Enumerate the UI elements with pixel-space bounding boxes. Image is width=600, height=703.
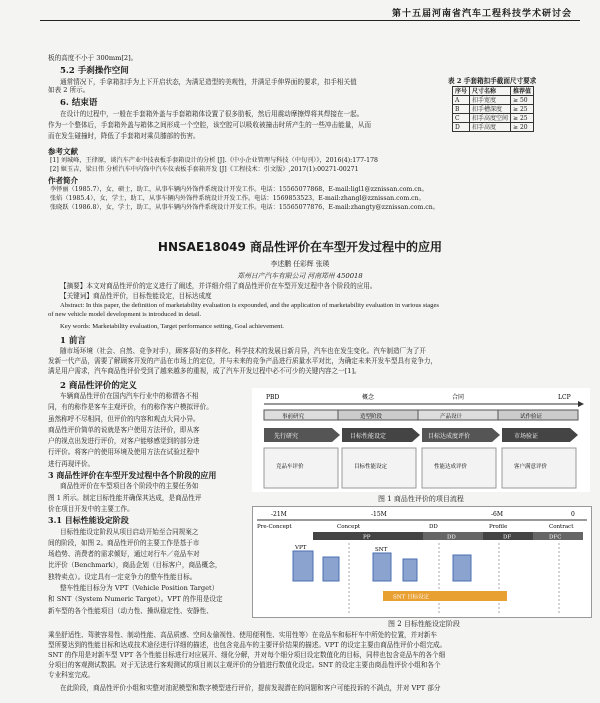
table-row xyxy=(453,114,534,123)
article-authors: 李述鹏 任彩辉 张瑛 xyxy=(270,260,330,268)
references-heading: 参考文献 xyxy=(48,147,78,156)
phase-label: 试作验证 xyxy=(520,414,543,420)
author-bio: 李怿丽（1985.7），女，硕士，助工，从事车辆内外饰件系统设计开发工作。电话：15565077868，E-mail:ligl1@zznissan.com.cn。 xyxy=(50,186,428,193)
table-header-cell: 序号 xyxy=(453,87,470,96)
table-row xyxy=(453,105,534,114)
prev-paragraph: 在设计的过程中，一般在手套箱外盖与手套箱箱体设置了很多肋板，然后用震动摩擦焊将其焊接在一起。 xyxy=(60,110,364,118)
snt-target-label: SNT 目标设定 xyxy=(393,594,429,601)
prev-paragraph: 如表 2 所示。 xyxy=(48,86,90,94)
process-label: 目标性能设定 xyxy=(350,433,387,440)
left-column-text xyxy=(48,391,248,617)
keywords-en: Key words: Marketability evaluation, Target performance setting, Goal achievement. xyxy=(60,323,284,330)
gate-label: Pre-Concept xyxy=(257,524,292,530)
abstract-cn: 【摘要】本文对商品性评价的定义进行了阐述，并详细介绍了商品性评价在车型开发过程中各个阶段的应用。 xyxy=(60,282,377,290)
axis-tick: -15M xyxy=(371,511,387,518)
section-heading: 1 前言 xyxy=(60,336,86,346)
stage-label: DFC xyxy=(549,534,562,541)
section-heading: 3.1 目标性能设定阶段 xyxy=(48,515,129,526)
paragraph-line: 随市场环境（社会、自然、竞争对手），顾客喜好的多样化、科学技术的发展日新月异，汽车也在发生变化。汽车制造厂为了开 xyxy=(60,347,426,355)
figure-2-diagram xyxy=(253,507,591,617)
milestone-label: 合同 xyxy=(452,394,465,401)
prev-paragraph: 作为一个整体后，手套箱外盖与箱体之间形成一个空腔，该空腔可以吸收被撞击时所产生的一些冲击能量，从而 xyxy=(48,121,372,129)
reference-item: [2] 姬玉吉，梁日伟 分析汽车中内饰中汽车仪表板手套箱开发 [J]《工程技术：引文版》,2017(1):00271-00271 xyxy=(50,166,359,173)
table-cell: 扣手高度空间 xyxy=(470,114,511,123)
size-table xyxy=(452,86,534,132)
table-header-row xyxy=(453,87,534,96)
gate-label: DD xyxy=(429,524,438,530)
header-rule xyxy=(40,20,580,21)
phase-label: 产品设计 xyxy=(440,414,463,420)
table-row xyxy=(453,123,534,132)
paragraph-line: 户的视点出发进行评价，对客户能够感觉到的部分进 xyxy=(48,437,200,446)
paragraph-line: 满足用户需求，汽车商品性评价受到了越来越多的重视，成了汽车开发过程中必不可少的关键内容之一[1]。 xyxy=(48,367,361,375)
author-bio: 张焰（1985.4），女，学士，助工，从事车辆内外饰件系统设计开发工作。电话：1569853523，E-mail:zhangl@zznissan.com.cn。 xyxy=(50,195,425,202)
section-heading: 5.2 手刹操作空间 xyxy=(60,66,129,76)
activity-bar xyxy=(293,551,313,581)
gate-label: Concept xyxy=(337,524,361,530)
phase-label: 事前研究 xyxy=(282,414,305,420)
table-cell: 扣手高度 xyxy=(470,123,511,132)
activity-bar xyxy=(403,559,417,581)
paragraph-line: 行评价。将客户的使用环境及使用方法在试验过程中 xyxy=(48,448,200,457)
stage-label: DF xyxy=(503,534,512,541)
section-heading: 2 商品性评价的定义 xyxy=(60,381,137,391)
paragraph-line: 价在项目开发中的主要工作。 xyxy=(48,504,134,513)
paragraph-line: 商品性评价在车型项目各个阶段中的主要任务如 xyxy=(60,482,199,491)
figure-1-caption: 图 1 商品性评价的项目流程 xyxy=(378,495,464,503)
process-label: 市场验证 xyxy=(514,433,539,440)
note-label: 性能达成评价 xyxy=(434,464,468,470)
table-cell: B xyxy=(453,105,470,114)
stage-label: DD xyxy=(447,534,456,541)
paragraph-line: 发新一代产品，需要了解顾客开发的产品在市场上的定位，并与未来的竞争产品进行质量水平对比，为确定未来开发车型具有竞争力， xyxy=(48,357,438,365)
note-label: 目标性能设定 xyxy=(354,464,388,470)
table-cell: ≥ 25 xyxy=(511,114,534,123)
process-label: 先行研究 xyxy=(274,433,299,440)
figure-2-caption: 图 2 目标性能设定阶段 xyxy=(388,620,460,628)
paragraph-line: SNT 的作用是对新车型 VPT 各个性能目标进行对应展开、细化分解，并对每个细分项目设定数值化的目标，同样也包含竞品车的各个细 xyxy=(48,651,446,659)
paragraph-line: 和 SNT（System Numeric Target）。VPT 的作用是设定 xyxy=(48,595,223,604)
prev-paragraph: 而在发生碰撞时，降低了手套箱对乘员膝部的伤害。 xyxy=(48,132,200,140)
stage-label: PP xyxy=(363,534,371,541)
table-row xyxy=(453,96,534,105)
table-cell: ≥ 25 xyxy=(511,105,534,114)
paragraph-line: 目标性能设定阶段从项目启动开始至合同规案之 xyxy=(60,527,199,536)
paragraph-line: 独特卖点）。设定具有一定竞争力的整车性能目标。 xyxy=(48,572,197,581)
table-cell: ≥ 50 xyxy=(511,96,534,105)
phase-label: 造型阶段 xyxy=(360,414,383,420)
authors-heading: 作者简介 xyxy=(48,176,78,185)
axis-tick: 0 xyxy=(571,511,575,518)
paragraph-line: 在此阶段，商品性评价小组和实整对油泥模型和数字模型进行评价，提前发现潜在的问题和客户可能投诉的不满点，并对 VPT 部分 xyxy=(60,684,441,692)
section-heading: 6. 结束语 xyxy=(60,98,98,108)
note-label: 客户满意评价 xyxy=(514,464,548,470)
prev-text-line: 板的高度不小于 300mm[2]。 xyxy=(48,54,138,62)
prev-paragraph: 通常情况下，手拿箱扣手为上下开启状态，为满足造型的美观性，并满足手伸界面的要求，扣手相关值 xyxy=(60,78,357,86)
table-header-cell: 推荐值 xyxy=(511,87,534,96)
running-header: 第十五届河南省汽车工程科技学术研讨会 xyxy=(391,9,572,19)
table-header-cell: 尺寸名称 xyxy=(470,87,511,96)
paragraph-line: 图 1 所示。制定目标性能并确保其达成，是商品性评 xyxy=(48,493,202,502)
snt-label: SNT xyxy=(375,547,388,553)
paragraph-line: 新车型的各个性能项目（动力性、操纵稳定性、安静性、 xyxy=(48,606,213,615)
section-heading: 3 商品性评价在车型开发过程中各个阶段的应用 xyxy=(48,470,217,481)
article-title: HNSAE18049 商品性评价在车型开发过程中的应用 xyxy=(157,240,443,254)
figure-1-diagram xyxy=(252,388,590,492)
reference-item: [1] 刘城峰，王律原，谈汽车产业中技表板手套箱设计的分析 [J].《中小企业管理与科技（中旬刊）》，2016(4):177-178 xyxy=(50,157,378,164)
paragraph-line: 车辆商品性评价在国内汽车行业中的称谓各不相 xyxy=(60,392,199,400)
milestone-label: LCP xyxy=(558,394,571,401)
axis-tick: -21M xyxy=(271,511,287,518)
figure-2 xyxy=(252,506,592,618)
milestone-label: PBD xyxy=(266,394,280,401)
paragraph-line: 同，有的称作是客车主观评价，有的称作客户模拟评价。 xyxy=(48,403,213,412)
vpt-label: VPT xyxy=(295,545,307,551)
figure-1 xyxy=(252,388,590,492)
table-cell: ≥ 20 xyxy=(511,123,534,132)
gate-label: Contract xyxy=(549,524,574,530)
gate-label: Profile xyxy=(489,524,508,530)
paragraph-line: 场趋势、消费者的需求倾好，通过对行车／竞品车对 xyxy=(48,550,200,559)
table-cell: D xyxy=(453,123,470,132)
paragraph-line: 型所要达到的性能目标和达成技术途径进行详细的描述，也包含竞品车的主要评价结果的描述。VPT 的设定主要由商品性评价小组完成。 xyxy=(48,641,447,649)
keywords-cn: 【关键词】商品性评价，目标性能设定，目标达成度 xyxy=(60,292,212,300)
table-cell: A xyxy=(453,96,470,105)
paragraph-line: 商品性评价简单的说就是客户使用方法评价，即从客 xyxy=(48,425,200,434)
paragraph-line: 虽然称呼不尽相同，但评价的内容和观点大同小异。 xyxy=(48,414,200,423)
table-caption: 表 2 手套箱扣手截面尺寸要求 xyxy=(448,77,537,85)
paragraph-line: 比评价（Benchmark），商品企划（目标客户，商品概念， xyxy=(48,561,222,570)
process-label: 目标达成度评价 xyxy=(428,433,471,440)
abstract-en: Abstract: In this paper, the definition of marketability evaluation is expounded, and the application of marketability evaluation in various stages xyxy=(60,302,439,309)
activity-bar xyxy=(453,555,471,581)
paragraph-line: 整车性能目标分为 VPT（Vehicle Position Target） xyxy=(60,584,219,593)
article-affiliation: 郑州日产汽车有限公司 河南郑州 450018 xyxy=(237,272,363,280)
paragraph-line: 乘坐舒适性、驾驶容易性、制动性能、高品质感、空间＆偷视性、使用便利性、实用性等）在竞品车和标杆车中所处的位置，并对新车 xyxy=(48,631,438,639)
table-cell: 扣手槽深度 xyxy=(470,105,511,114)
table-cell: 扣手宽度 xyxy=(470,96,511,105)
paragraph-line: 分项目的客观测试数据。对于无法进行客观测试的项目则以主观评价的分值进行数值化设定。SNT 的设定主要由商品性评价小组和各个 xyxy=(48,661,441,669)
paragraph-line: 专业科室完成。 xyxy=(48,671,95,679)
note-label: 竞品车评价 xyxy=(276,464,304,470)
timeline-arrow-icon xyxy=(578,401,584,407)
activity-bar xyxy=(323,557,339,581)
paragraph-line: 进行再现评价。 xyxy=(48,459,95,468)
paragraph-line: 间的阶段，如图 2。商品性评价的主要工作是基于市 xyxy=(48,538,200,547)
abstract-en: of new vehicle model development is introduced in detail. xyxy=(48,311,202,318)
axis-tick: -6M xyxy=(491,511,503,518)
milestone-label: 概念 xyxy=(362,394,375,401)
table-cell: C xyxy=(453,114,470,123)
activity-bar xyxy=(373,553,391,581)
author-bio: 张晓跃（1986.8），女，学士，助工，从事车辆内外饰件系统设计开发工作。电话：15565077876，E-mail:zhangty@zznissan.com.cn。 xyxy=(50,204,439,211)
